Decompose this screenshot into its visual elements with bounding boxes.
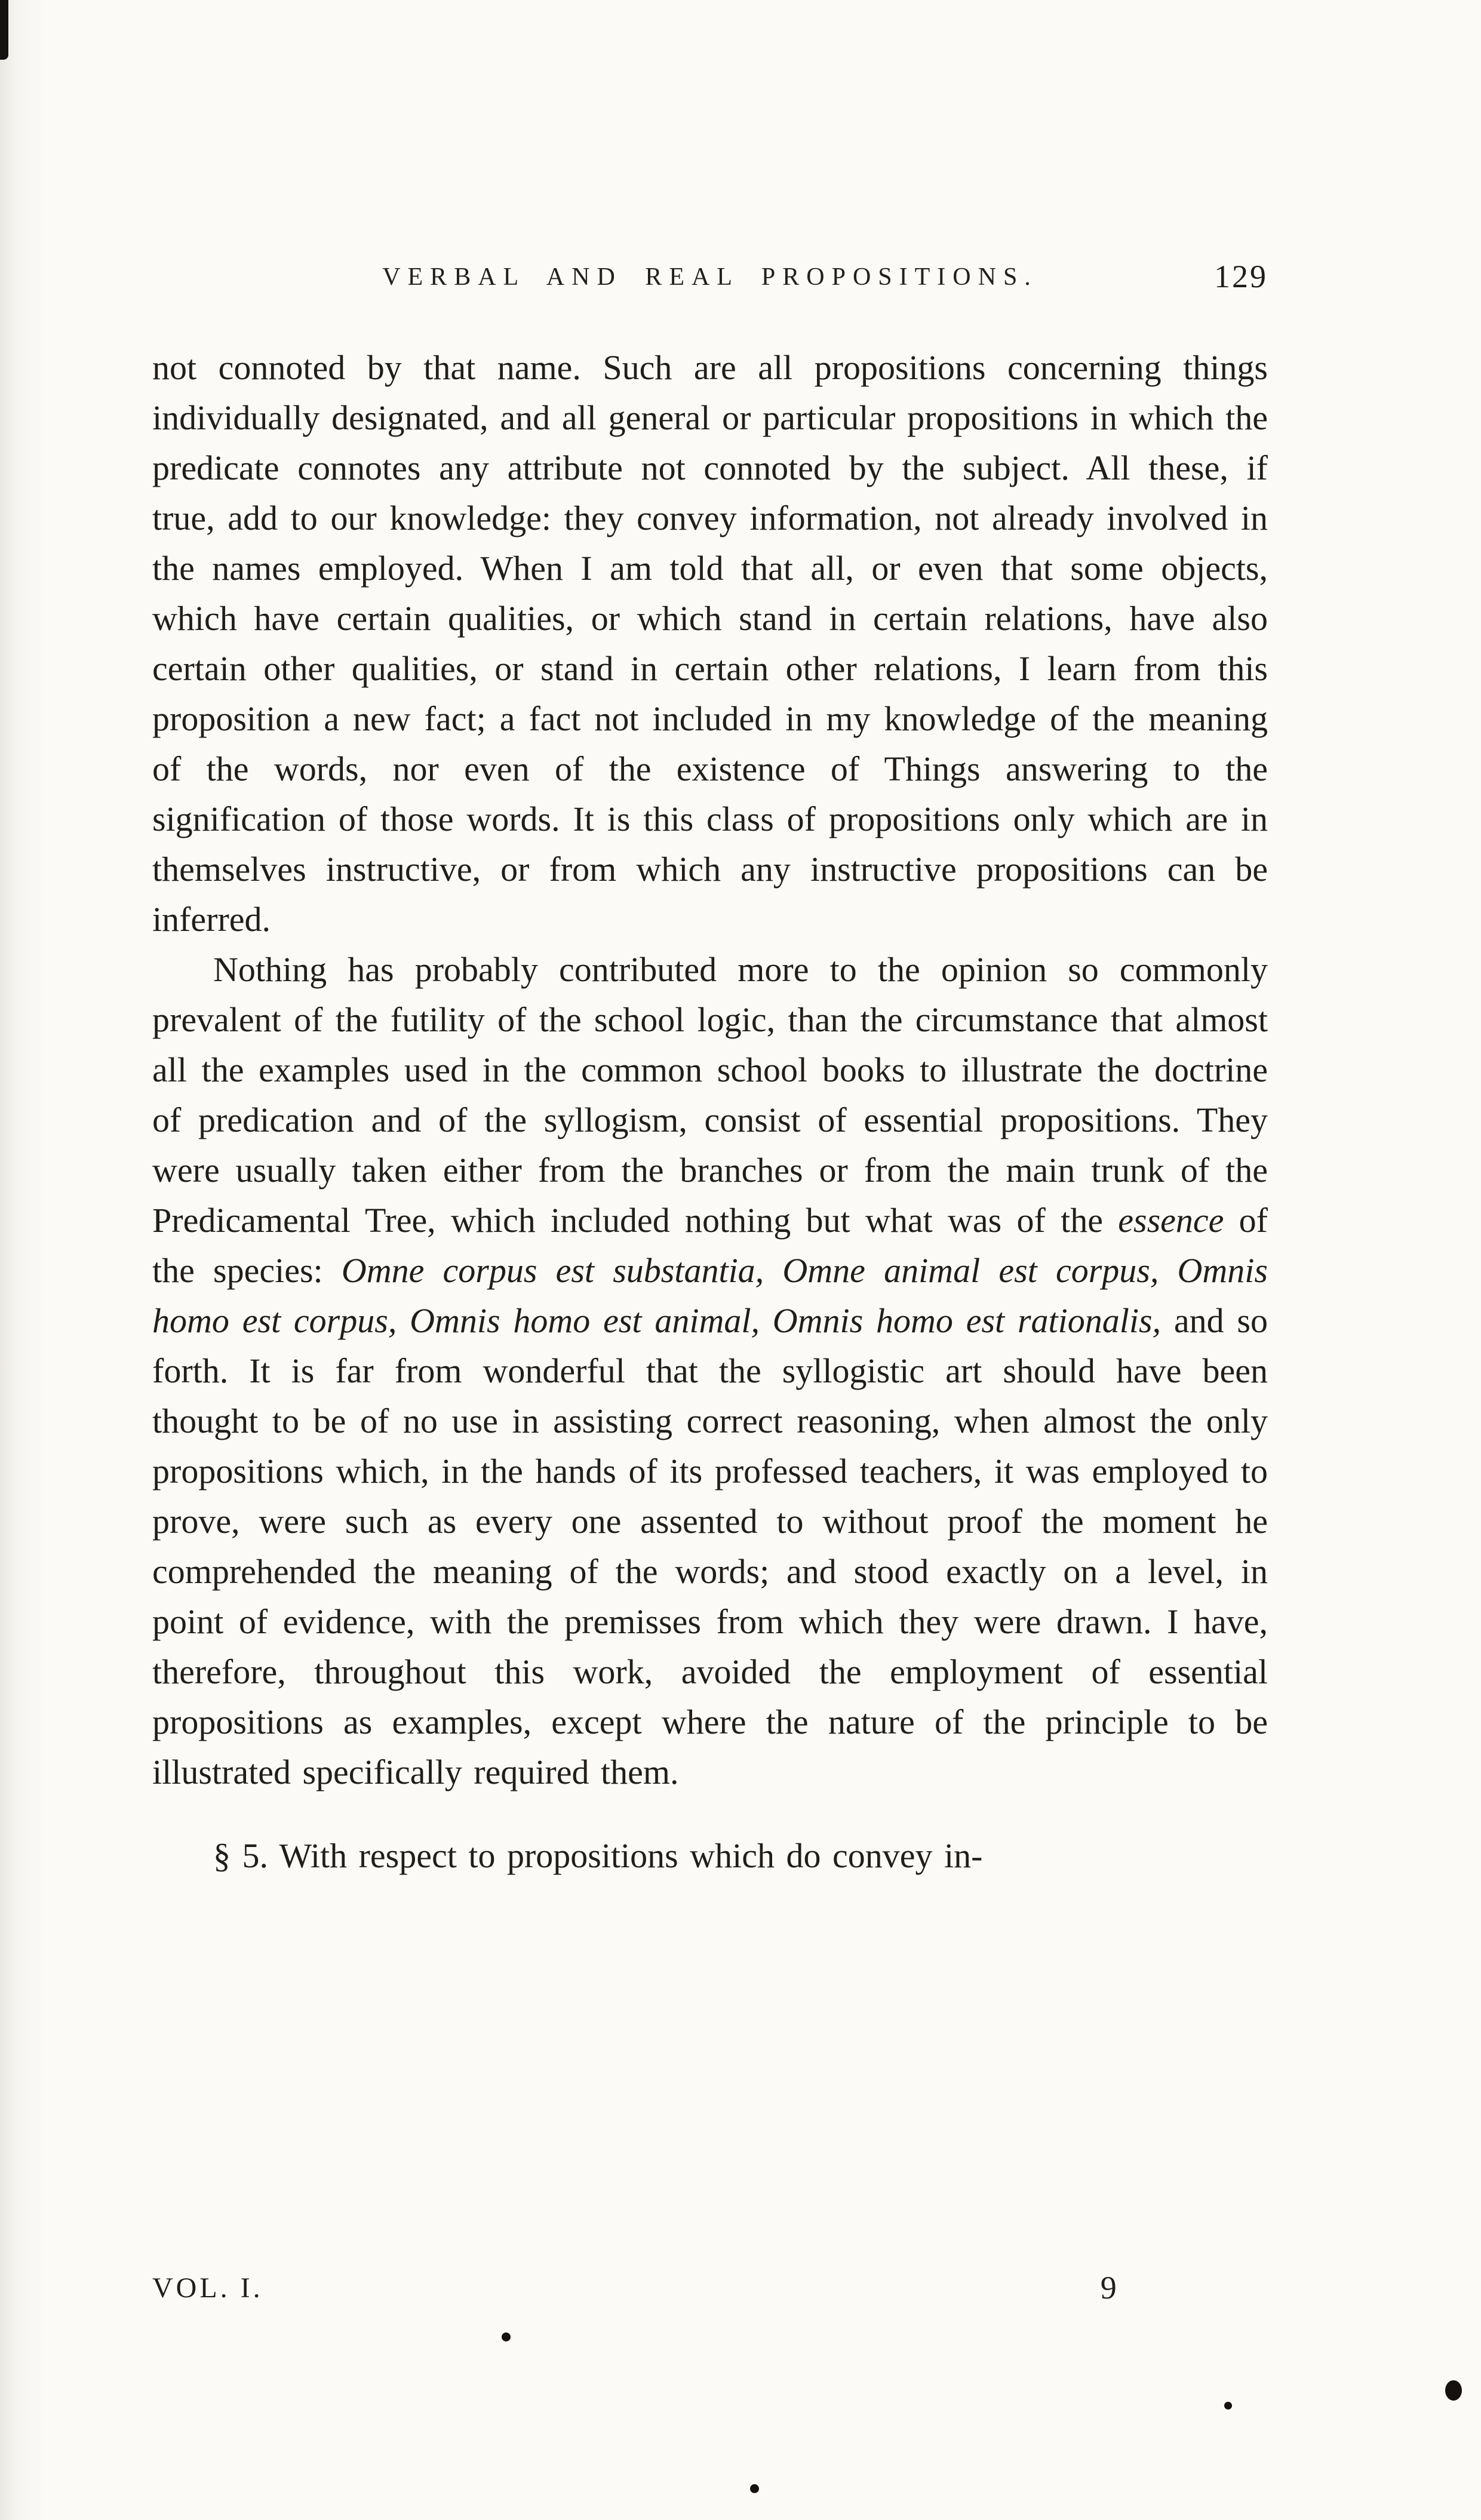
text-run: not connoted by that name. Such are all propositions concerning things individually designated, and all general or particular propositions in which the predicate connotes any attribute not connoted by the subject. All these, if true, add to our knowledge: they convey information, not already involved in the names employed. When I am told that all, or even that some objects, which have certain qualities, or which stand in certain relations, have also certain other qualities, or stand in certain other relations, I learn from this proposition a new fact; a fact not included in my knowledge of the meaning of the words, nor even of the existence of Things answering to the signification of those words. It is this class of propositions only which are in themselves instructive, or from which any instructive propositions can be inferred.	[152, 348, 1268, 939]
scan-speck	[1445, 2380, 1462, 2401]
scan-speck	[1224, 2402, 1232, 2410]
paragraph	[152, 945, 1268, 1797]
text-body	[152, 343, 1268, 1881]
text-run: and so forth. It is far from wonderful that the syllogistic art should have been thought to be of no use in assisting correct reasoning, when almost the only propositions which, in the hands of its professed teachers, it was employed to prove, were such as every one assented to without proof the moment he comprehended the meaning of the words; and stood exactly on a level, in point of evidence, with the premisses from which they were drawn. I have, therefore, throughout this work, avoided the employment of essential propositions as examples, except where the nature of the principle to be illustrated specifically required them.	[152, 1301, 1268, 1791]
scan-edge-mark	[0, 0, 8, 60]
text-run: of the species:	[152, 1201, 1268, 1290]
text-run: § 5. With respect to propositions which do convey in-	[213, 1836, 983, 1875]
scan-speck	[750, 2484, 759, 2493]
text-run: Nothing has probably contributed more to the opinion so commonly prevalent of the futility of the school logic, than the circumstance that almost all the examples used in the common school books to illustrate the doctrine of predication and of the syllogism, consist of essential propositions. They were usually taken either from the branches or from the main trunk of the Predicamental Tree, which included nothing but what was of the	[152, 950, 1268, 1240]
paragraph	[152, 1831, 1268, 1881]
running-header	[152, 258, 1268, 296]
italic-text-run: Omne corpus est substantia, Omne animal est corpus, Omnis homo est corpus, Omnis homo est animal, Omnis homo est rationalis,	[152, 1251, 1268, 1340]
signature-number: 9	[1100, 2270, 1117, 2306]
page-content	[152, 258, 1268, 1881]
page-title: VERBAL AND REAL PROPOSITIONS.	[382, 263, 1038, 291]
paragraph	[152, 343, 1268, 945]
scan-speck	[502, 2332, 511, 2341]
page-number: 129	[1214, 259, 1268, 294]
italic-text-run: essence	[1118, 1201, 1224, 1240]
page-footer	[152, 2269, 1268, 2317]
volume-label: VOL. I.	[152, 2272, 263, 2304]
